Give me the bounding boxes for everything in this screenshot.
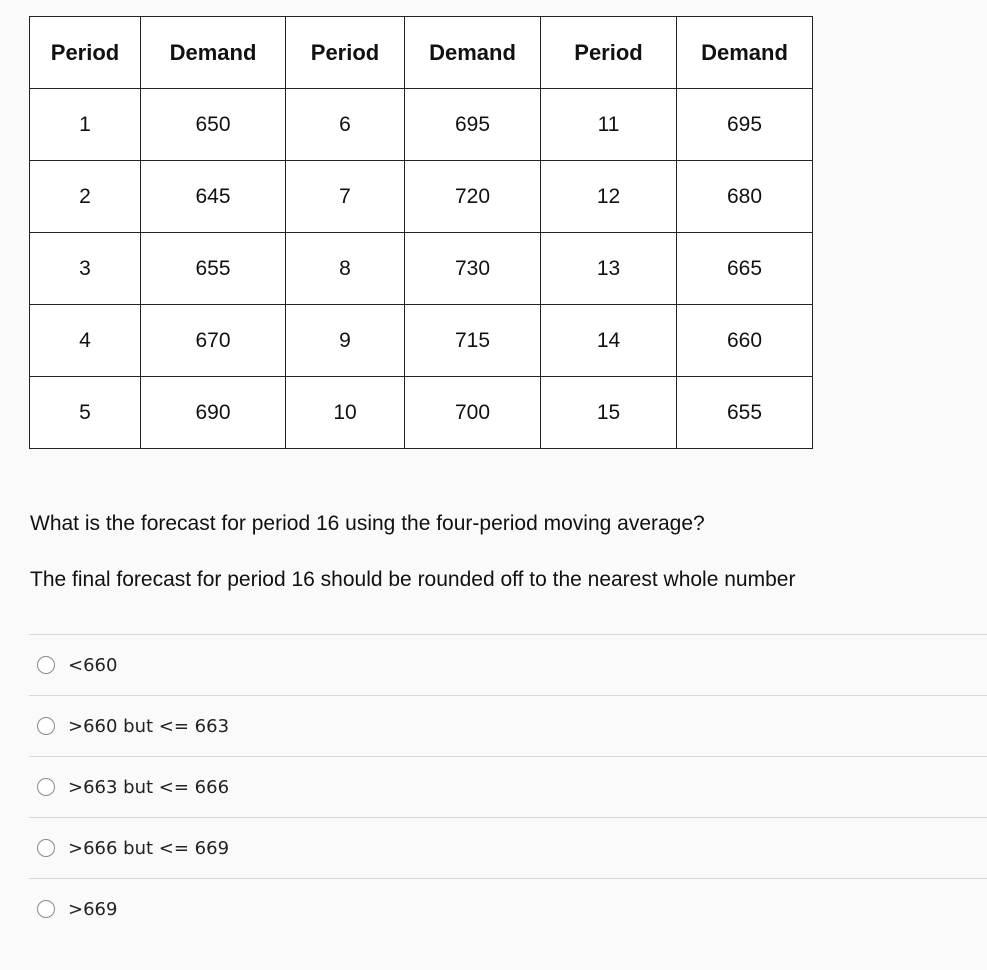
table-cell: 5	[30, 377, 141, 449]
table-cell: 10	[286, 377, 405, 449]
answer-option-label: >666 but <= 669	[68, 837, 230, 859]
radio-button-icon[interactable]	[37, 900, 55, 918]
table-cell: 7	[286, 161, 405, 233]
table-cell: 655	[677, 377, 813, 449]
radio-button-icon[interactable]	[37, 717, 55, 735]
table-cell: 665	[677, 233, 813, 305]
table-cell: 15	[541, 377, 677, 449]
radio-button-icon[interactable]	[37, 778, 55, 796]
table-cell: 4	[30, 305, 141, 377]
table-cell: 690	[141, 377, 286, 449]
table-cell: 670	[141, 305, 286, 377]
answer-option-label: <660	[68, 654, 118, 676]
table-cell: 700	[405, 377, 541, 449]
answer-option-label: >660 but <= 663	[68, 715, 230, 737]
table-row	[30, 305, 813, 377]
table-cell: 650	[141, 89, 286, 161]
table-cell: 730	[405, 233, 541, 305]
header-demand-3: Demand	[677, 17, 813, 89]
table-cell: 11	[541, 89, 677, 161]
answer-option-5[interactable]	[29, 878, 987, 939]
table-cell: 2	[30, 161, 141, 233]
answer-option-label: >663 but <= 666	[68, 776, 230, 798]
table-cell: 680	[677, 161, 813, 233]
demand-table	[29, 16, 813, 449]
answer-option-3[interactable]	[29, 756, 987, 817]
table-cell: 9	[286, 305, 405, 377]
table-cell: 6	[286, 89, 405, 161]
table-row	[30, 89, 813, 161]
table-cell: 8	[286, 233, 405, 305]
header-demand-1: Demand	[141, 17, 286, 89]
answer-option-2[interactable]	[29, 695, 987, 756]
table-cell: 13	[541, 233, 677, 305]
table-row	[30, 161, 813, 233]
radio-button-icon[interactable]	[37, 839, 55, 857]
table-cell: 660	[677, 305, 813, 377]
rounding-note: The final forecast for period 16 should be rounded off to the nearest whole number	[30, 568, 796, 591]
table-row	[30, 233, 813, 305]
table-cell: 655	[141, 233, 286, 305]
question-text: What is the forecast for period 16 using the four-period moving average?	[30, 512, 705, 535]
table-cell: 695	[677, 89, 813, 161]
answer-option-1[interactable]	[29, 634, 987, 695]
radio-button-icon[interactable]	[37, 656, 55, 674]
answer-option-label: >669	[68, 898, 118, 920]
answer-option-4[interactable]	[29, 817, 987, 878]
header-period-2: Period	[286, 17, 405, 89]
table-cell: 715	[405, 305, 541, 377]
header-period-3: Period	[541, 17, 677, 89]
table-header-row	[30, 17, 813, 89]
table-cell: 12	[541, 161, 677, 233]
header-period-1: Period	[30, 17, 141, 89]
table-cell: 3	[30, 233, 141, 305]
table-cell: 1	[30, 89, 141, 161]
table-cell: 645	[141, 161, 286, 233]
table-row	[30, 377, 813, 449]
table-cell: 720	[405, 161, 541, 233]
header-demand-2: Demand	[405, 17, 541, 89]
table-cell: 695	[405, 89, 541, 161]
table-cell: 14	[541, 305, 677, 377]
answer-options	[29, 634, 987, 939]
